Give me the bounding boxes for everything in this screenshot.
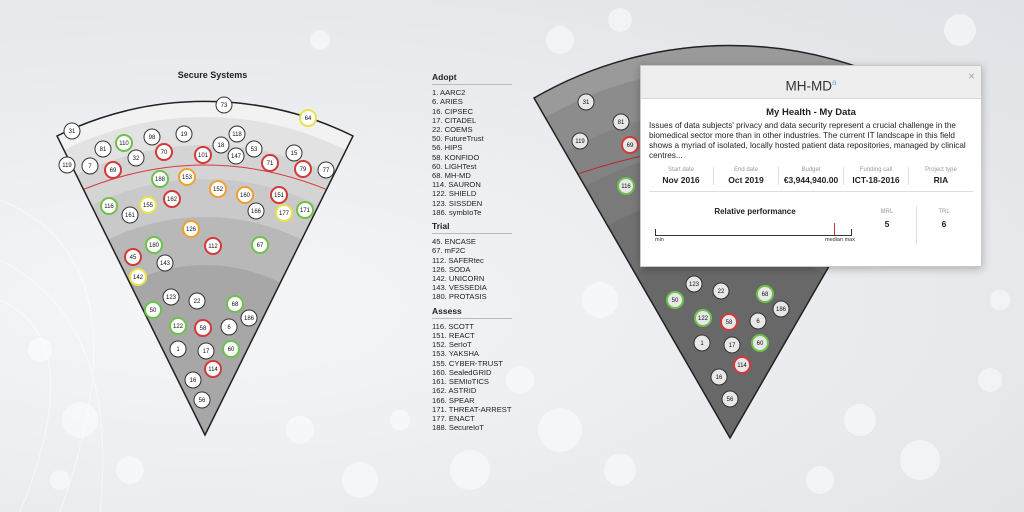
bubble-label: 31 xyxy=(68,129,76,136)
bubble-label: 81 xyxy=(617,120,625,127)
performance-title: Relative performance xyxy=(714,207,796,216)
bubble-label: 123 xyxy=(688,282,700,289)
legend-item[interactable]: 155. CYBER-TRUST xyxy=(432,358,503,368)
close-icon[interactable]: × xyxy=(967,69,975,83)
bubble-label: 77 xyxy=(322,168,330,175)
bubble-label: 166 xyxy=(250,209,262,216)
legend-item[interactable]: 123. SISSDEN xyxy=(432,198,483,208)
bubble-label: 16 xyxy=(715,375,723,382)
bubble-label: 116 xyxy=(104,204,114,211)
bubble-label: 79 xyxy=(299,167,307,174)
bubble-label: 67 xyxy=(256,243,264,250)
legend-item[interactable]: 1. AARC2 xyxy=(432,88,466,98)
bubble-label: 73 xyxy=(220,103,228,110)
bubble-label: 22 xyxy=(717,289,725,296)
legend-item[interactable]: 188. SecureIoT xyxy=(432,423,484,433)
bubble-label: 188 xyxy=(154,177,166,184)
project-bubble-17[interactable] xyxy=(724,337,740,353)
legend-heading: Assess xyxy=(432,307,512,319)
legend-item[interactable]: 50. FutureTrust xyxy=(432,134,484,144)
bubble-label: 110 xyxy=(119,141,129,148)
legend-item[interactable]: 171. THREAT-ARREST xyxy=(432,404,512,414)
bubble-label: 81 xyxy=(99,147,107,154)
popup-title: MH-MD xyxy=(785,78,833,94)
legend-item[interactable]: 153. YAKSHA xyxy=(432,349,479,359)
bubble-label: 114 xyxy=(737,363,747,370)
legend-item[interactable]: 162. ASTRID xyxy=(432,386,477,396)
legend-item[interactable]: 56. HIPS xyxy=(432,143,463,153)
project-description: Issues of data subjects' privacy and data security represent a crucial challenge in the biomedical sector more than in other industries. The current IT landscape in this field shows a myriad of isolated, locally hosted patient data repositories, managed by clinical centres... xyxy=(649,121,966,160)
bubble-label: 177 xyxy=(278,211,290,218)
bubble-label: 161 xyxy=(124,213,136,220)
bubble-label: 69 xyxy=(626,143,634,150)
project-bubble-56[interactable] xyxy=(722,391,738,407)
project-bubble-119[interactable] xyxy=(572,133,588,149)
bubble-label: 15 xyxy=(290,151,298,158)
legend-item[interactable]: 16. CIPSEC xyxy=(432,106,473,116)
bubble-label: 19 xyxy=(180,132,188,139)
bubble-label: 112 xyxy=(208,244,218,251)
legend-item[interactable]: 122. SHIELD xyxy=(432,189,477,199)
bubble-label: 22 xyxy=(193,299,201,306)
bubble-label: 152 xyxy=(212,187,224,194)
bubble-label: 17 xyxy=(202,349,210,356)
project-bubble-1[interactable] xyxy=(694,335,710,351)
legend-item[interactable]: 142. UNICORN xyxy=(432,274,485,284)
performance-marker xyxy=(834,223,835,235)
legend-item[interactable]: 45. ENCASE xyxy=(432,237,476,247)
bubble-label: 16 xyxy=(189,378,197,385)
bubble-label: 53 xyxy=(250,147,258,154)
bubble-label: 6 xyxy=(227,325,231,332)
stat-project-type: Project type RIA xyxy=(925,167,957,185)
performance-scale xyxy=(655,229,852,236)
bubble-label: 143 xyxy=(159,261,171,268)
bubble-label: 155 xyxy=(142,203,154,210)
project-bubble-114[interactable] xyxy=(734,357,750,373)
project-bubble-6[interactable] xyxy=(750,313,766,329)
legend-item[interactable]: 161. SEMIoTICS xyxy=(432,377,489,387)
bubble-label: 142 xyxy=(132,275,144,282)
project-popup[interactable] xyxy=(640,65,982,267)
bubble-label: 123 xyxy=(165,295,177,302)
bubble-label: 6 xyxy=(756,319,760,326)
legend-item[interactable]: 116. SCOTT xyxy=(432,321,475,331)
bubble-label: 171 xyxy=(299,208,311,215)
bubble-label: 101 xyxy=(197,153,209,160)
project-name: My Health - My Data xyxy=(766,107,856,118)
bubble-label: 126 xyxy=(185,227,197,234)
legend-heading: Adopt xyxy=(432,73,512,85)
project-stats xyxy=(649,167,973,192)
bubble-label: 32 xyxy=(132,156,140,163)
radar-title: Secure Systems xyxy=(177,70,248,80)
bubble-label: 64 xyxy=(304,116,312,123)
project-bubble-68[interactable] xyxy=(757,286,773,302)
legend-item[interactable]: 152. SerIoT xyxy=(432,340,472,350)
legend-item[interactable]: 68. MH-MD xyxy=(432,171,471,181)
bubble-label: 50 xyxy=(671,298,679,305)
stat-funding-call: Funding call ICT-18-2016 xyxy=(844,167,909,185)
bubble-label: 71 xyxy=(266,161,274,168)
bubble-label: 17 xyxy=(728,343,736,350)
bubble-label: 45 xyxy=(129,255,137,262)
bubble-label: 153 xyxy=(181,175,193,182)
mrl-box: MRL 5 xyxy=(880,209,894,229)
project-bubble-122[interactable] xyxy=(695,310,711,326)
bubble-label: 98 xyxy=(148,135,156,142)
stat-start-date: Start date Nov 2016 xyxy=(649,167,714,185)
stat-budget: Budget €3,944,940.00 xyxy=(779,167,844,185)
bubble-label: 56 xyxy=(198,398,206,405)
bubble-label: 68 xyxy=(761,292,769,299)
bubble-label: 58 xyxy=(725,320,733,327)
bubble-label: 68 xyxy=(231,302,239,309)
legend-item[interactable]: 151. REACT xyxy=(432,331,475,341)
legend-item[interactable]: 143. VESSEDIA xyxy=(432,283,487,293)
project-bubble-81[interactable] xyxy=(613,114,629,130)
bubble-label: 50 xyxy=(149,308,157,315)
bubble-label: 60 xyxy=(227,347,235,354)
legend-item[interactable]: 58. KONFIDO xyxy=(432,152,480,162)
stat-end-date: End date Oct 2019 xyxy=(714,167,779,185)
legend-item[interactable]: 126. SODA xyxy=(432,264,471,274)
relative-performance xyxy=(655,207,855,243)
bubble-label: 69 xyxy=(109,168,117,175)
legend-item[interactable]: 67. mF2C xyxy=(432,246,466,256)
bubble-label: 114 xyxy=(208,367,218,374)
legend-item[interactable]: 180. PROTASIS xyxy=(432,292,487,302)
project-bubble-16[interactable] xyxy=(711,369,727,385)
popup-header xyxy=(641,66,981,99)
bubble-label: 147 xyxy=(230,154,242,161)
bubble-label: 118 xyxy=(232,132,242,139)
legend-item[interactable]: 114. SAURON xyxy=(432,180,481,190)
bubble-label: 60 xyxy=(756,341,764,348)
bubble-label: 119 xyxy=(62,163,72,170)
project-bubble-116[interactable] xyxy=(618,178,634,194)
performance-min-label: min xyxy=(655,237,664,243)
legend-item[interactable]: 60. LIGHTest xyxy=(432,161,477,171)
bubble-label: 7 xyxy=(88,164,92,171)
legend-item[interactable]: 177. ENACT xyxy=(432,413,475,423)
bubble-label: 186 xyxy=(775,307,787,314)
legend-heading: Trial xyxy=(432,222,512,234)
project-bubble-22[interactable] xyxy=(713,283,729,299)
performance-medianmax-label: median max xyxy=(825,237,855,243)
bubble-label: 18 xyxy=(217,143,225,150)
bubble-label: 180 xyxy=(148,243,160,250)
bubble-label: 162 xyxy=(166,197,178,204)
bubble-label: 1 xyxy=(176,347,180,354)
bubble-label: 31 xyxy=(582,100,590,107)
project-bubble-69[interactable] xyxy=(622,137,638,153)
bubble-label: 186 xyxy=(243,316,255,323)
bubble-label: 1 xyxy=(700,341,704,348)
legend-item[interactable]: 17. CITADEL xyxy=(432,115,477,125)
bubble-label: 151 xyxy=(273,193,285,200)
legend-item[interactable]: 160. SealedGRID xyxy=(432,367,492,377)
legend-item[interactable]: 186. symbIoTe xyxy=(432,207,482,217)
bubble-label: 122 xyxy=(697,316,709,323)
bubble-label: 56 xyxy=(726,397,734,404)
project-bubble-50[interactable] xyxy=(667,292,683,308)
project-bubble-60[interactable] xyxy=(752,335,768,351)
project-bubble-186[interactable] xyxy=(773,301,789,317)
project-bubble-31[interactable] xyxy=(578,94,594,110)
legend-item[interactable]: 166. SPEAR xyxy=(432,395,475,405)
project-bubble-58[interactable] xyxy=(721,314,737,330)
legend-item[interactable]: 22. COEMS xyxy=(432,125,473,135)
project-bubble-123[interactable] xyxy=(686,276,702,292)
legend-item[interactable]: 112. SAFERtec xyxy=(432,255,484,265)
bubble-label: 122 xyxy=(172,324,184,331)
trl-box: TRL 6 xyxy=(938,209,950,229)
bubble-label: 116 xyxy=(621,184,631,191)
bubble-label: 70 xyxy=(160,150,168,157)
legend-item[interactable]: 6. ARIES xyxy=(432,97,463,107)
bubble-label: 160 xyxy=(239,193,251,200)
bubble-label: 119 xyxy=(575,139,585,146)
popup-title-sup: a xyxy=(832,78,837,87)
bubble-label: 58 xyxy=(199,326,207,333)
